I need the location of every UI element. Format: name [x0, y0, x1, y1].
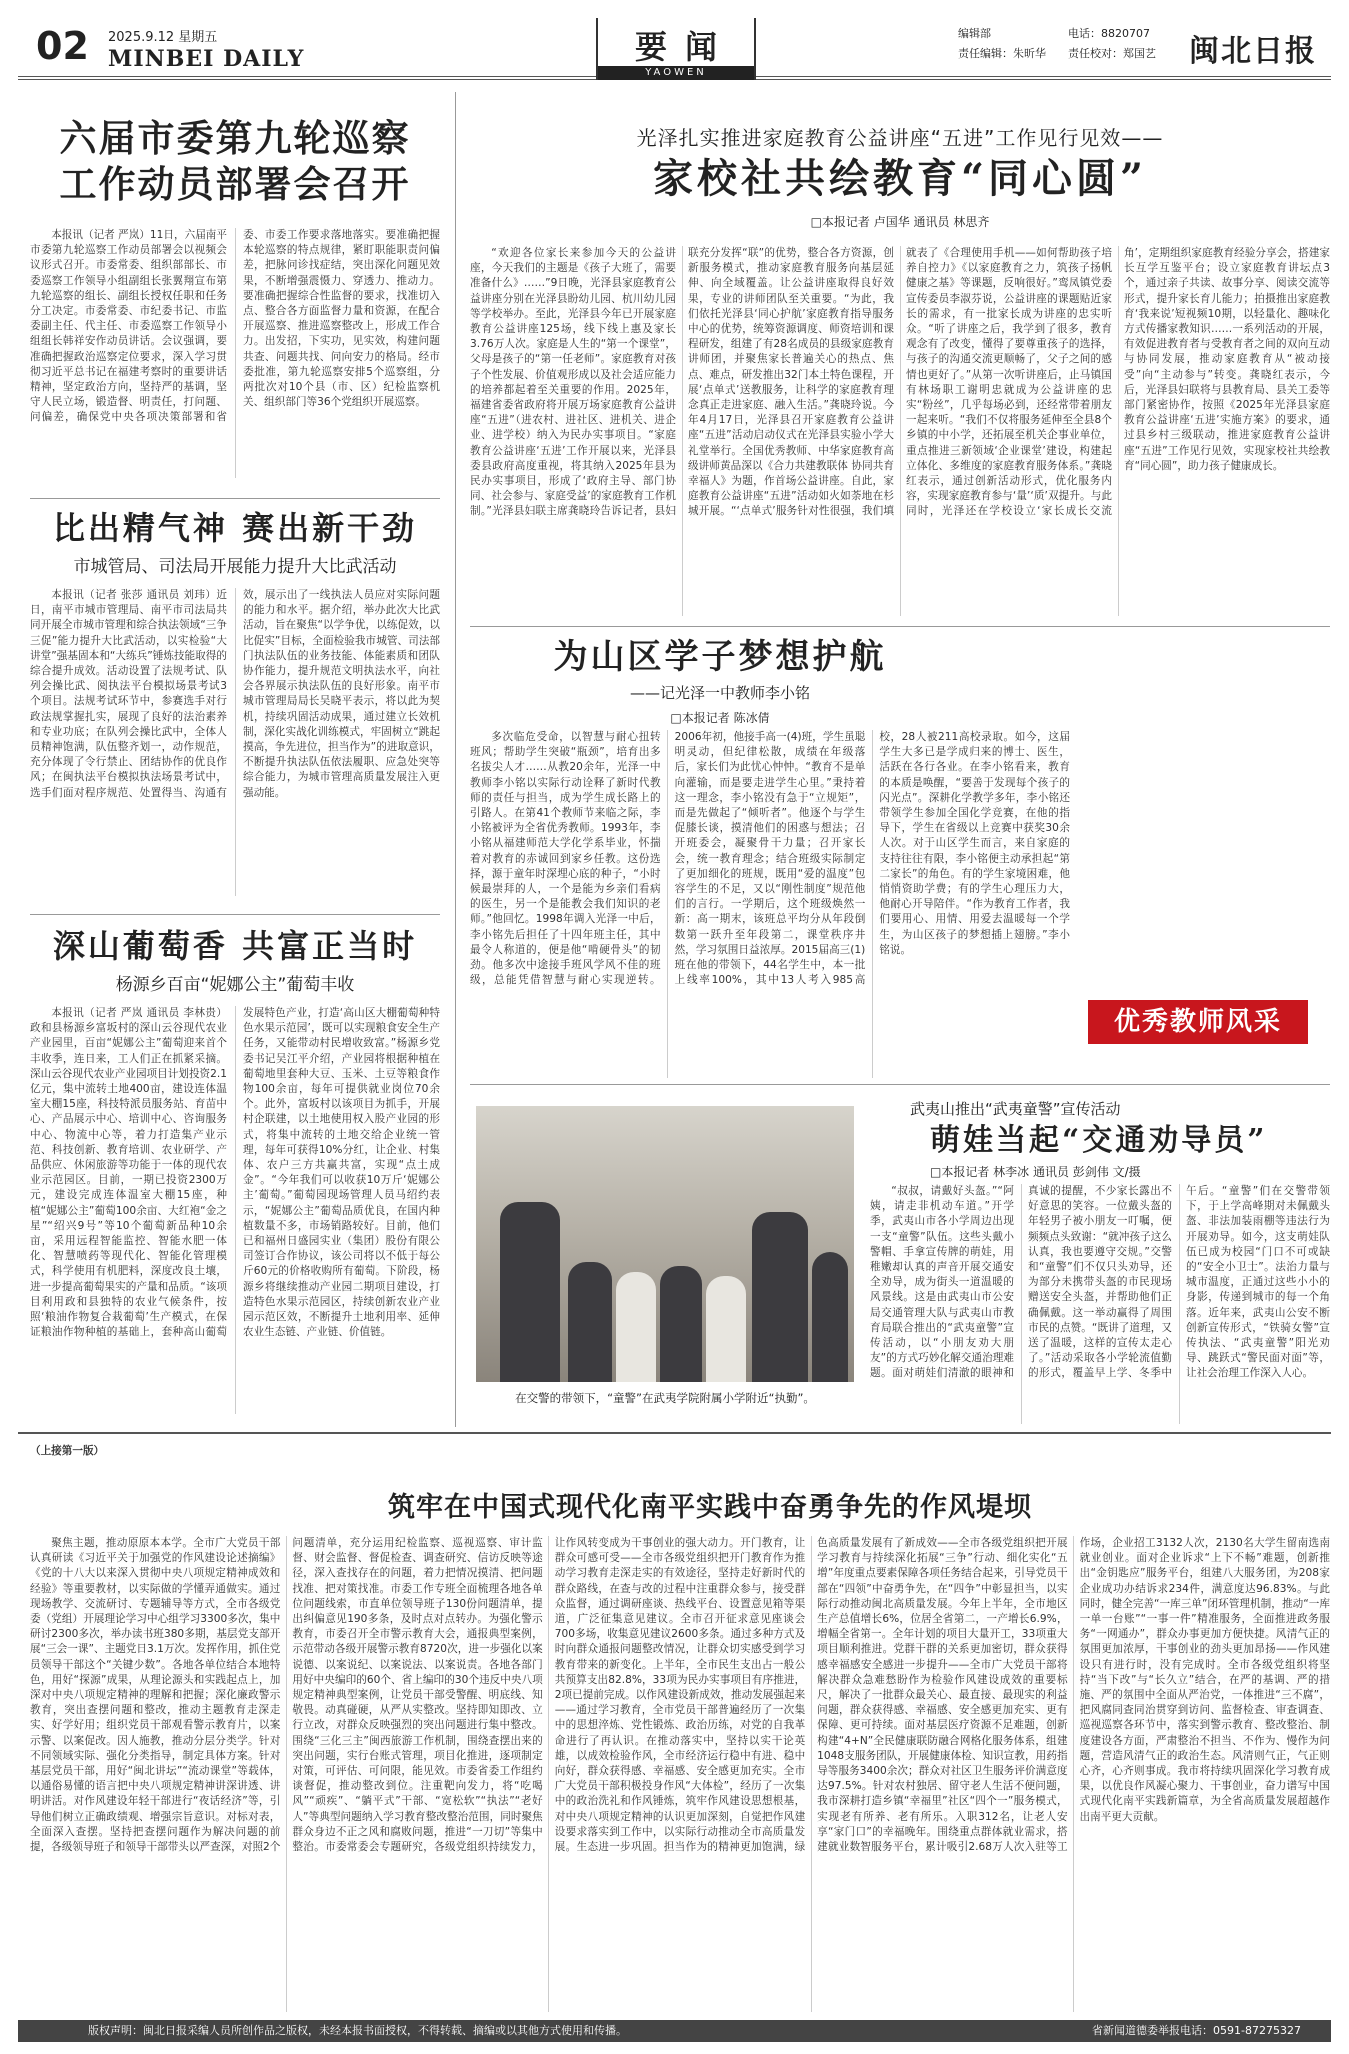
- headline: 筑牢在中国式现代化南平实践中奋勇争先的作风堤坝: [388, 1492, 1032, 1523]
- section-badge: 优秀教师风采: [1088, 1000, 1308, 1044]
- editor-label: 编辑部: [958, 27, 991, 40]
- headline: 六届市委第九轮巡察: [59, 116, 411, 160]
- headline: 工作动员部署会召开: [59, 162, 411, 206]
- article-family-education: [470, 122, 1330, 230]
- column-divider: [455, 92, 456, 1427]
- divider: [470, 626, 1330, 627]
- duty-editor: 责任编辑：朱昕华: [958, 47, 1046, 60]
- divider: [470, 1084, 1330, 1085]
- divider: [30, 914, 440, 915]
- article-body: 本报讯（记者 严岚 通讯员 李林贵）政和县杨源乡富坂村的深山云谷现代农业产业园里，百亩“妮娜公主”葡萄迎来首个丰收季，连日来，工人们正在抓紧采摘。深山云谷现代农业产业园项目计划投资2.1亿元，集中流转土地400亩，建设连体温室大棚15座，科技特派员服务站、育苗中心、产品展示中心、培训中心、咨询服务中心、物流中心等，着力打造集产业示范、科技创新、教育培训、农业研学、产品供应、休闲旅游等功能于一体的现代农业示范园区。目前，一期已投资2300万元，建设完成连体温室大棚15座，种植“妮娜公主”葡萄100余亩、大红袍“金之星”“绍兴9号”等10个葡萄新品种10余亩，采用远程智能监控、智能水肥一体化、智慧喷药等现代化、智能化管理模式，科学使用有机肥料，深度改良土壤，进一步提高葡萄果实的产量和品质。“该项目利用政和县独特的农业气候条件，按照‘粮油作物复合栽葡萄’生产模式，在保证粮油作物种植的基础上，套种高山葡萄发展特色产业，打造‘高山区大棚葡萄种特色水果示范园’，既可以实现粮食安全生产任务，又能带动村民增收致富。”杨源乡党委书记吴江平介绍，产业园将根据种植在葡萄地里套种大豆、玉米、土豆等粮食作物100余亩，每年可提供就业岗位70余个。此外，富坂村以该项目为抓手，开展村企联建，以土地使用权入股产业园的形式，将集中流转的土地交给企业统一管理，每年可获得10%分红，让企业、村集体、农户三方共赢共富，实现“点土成金”。“今年我们可以收获10万斤‘妮娜公主’葡萄。”葡萄园现场管理人员马绍约表示，“妮娜公主”葡萄品质优良，在国内种植数量不多，市场销路较好。目前，他们已和福州日盛园实业（集团）股份有限公司签订合作协议，该公司将以不低于每公斤60元的价格收购所有葡萄。下阶段，杨源乡将继续推动产业园二期项目建设，打造特色水果示范园区，持续创新农业产业园示范区效，不断提升土地利用率、延伸农业生态链、产业链、价值链。: [30, 1007, 440, 1339]
- byline: □本报记者 卢国华 通讯员 林思齐: [810, 215, 990, 229]
- editor-phone: 电话：8820707: [1068, 27, 1150, 40]
- headline: 家校社共绘教育“同心圆”: [652, 155, 1147, 202]
- copyright-notice: 版权声明：闽北日报采编人员所创作品之版权，未经本报书面授权，不得转载、摘编或以其他方式使用和传播。: [88, 2024, 627, 2037]
- subheadline: 杨源乡百亩“妮娜公主”葡萄丰收: [115, 975, 355, 995]
- paper-logo: 闽北日报: [1189, 34, 1317, 69]
- subheadline: ——记光泽一中教师李小铭: [629, 684, 810, 702]
- article-body: “叔叔，请戴好头盔。”“阿姨，请走非机动车道。”开学季，武夷山市各小学周边出现一支“童警”队伍。这些头戴小警帽、手拿宣传牌的萌娃，用稚嫩却认真的声音开展交通安全劝导，成为街头一道温暖的风景线。这是由武夷山市公安局交通管理大队与武夷山市教育局联合推出的“武夷童警”宣传活动，以“小朋友劝大朋友”的方式巧妙化解交通治理难题。面对萌娃们清澈的眼神和真诚的提醒，不少家长露出不好意思的笑容。一位戴头盔的年轻男子被小朋友一叮嘱，便频频点头致谢：“就冲孩子这么认真，我也要遵守交规。”交警和“童警”们不仅只头劝导，还为部分未携带头盔的市民现场赠送安全头盔，并帮助他们正确佩戴。这一举动赢得了周围市民的点赞。“既讲了道理，又送了温暖，这样的宣传太走心了。”活动采取各小学轮流值勤的形式，覆盖早上学、冬季中午后。“童警”们在交警带领下，于上学高峰期对未佩戴头盔、非法加装雨棚等违法行为开展劝导。如今，这支萌娃队伍已成为校园“门口不可或缺的“安全小卫士”。法治力量与城市温度，正通过这些小小的身影，传递到城市的每一个角落。近年来，武夷山公安不断创新宣传形式，“铁骑女警”宣传执法、“武夷童警”阳光劝导、跳跃式“警民面对面”等，让社会治理工作深入人心。: [870, 1185, 1330, 1380]
- subheadline: 市城管局、司法局开展能力提升大比武活动: [73, 557, 397, 577]
- news-photo: [476, 1106, 854, 1382]
- byline: □本报记者 陈冰倩: [670, 711, 770, 725]
- section-name-en: YAOWEN: [598, 66, 754, 80]
- section-label: [596, 18, 756, 80]
- staff-info: [958, 24, 1188, 64]
- footer: [18, 2020, 1331, 2042]
- kicker: 武夷山推出“武夷童警”宣传活动: [910, 1100, 1121, 1118]
- divider: [18, 1432, 1331, 1434]
- article-inspection: [30, 115, 440, 207]
- article-teacher: [470, 634, 970, 726]
- kicker: 光泽扎实推进家庭教育公益讲座“五进”工作见行见效——: [636, 126, 1164, 150]
- divider: [30, 498, 440, 499]
- article-grape: [30, 926, 440, 995]
- headline: 萌娃当起“交通劝导员”: [930, 1123, 1268, 1158]
- section-name-cn: 要闻: [634, 28, 735, 66]
- page-number: 02: [36, 24, 89, 68]
- photo-caption: 在交警的带领下，“童警”在武夷学院附属小学附近“执勤”。: [515, 1391, 815, 1405]
- article-work-style: [250, 1488, 1170, 1528]
- article-body: 聚焦主题，推动原原本本学。全市广大党员干部认真研读《习近平关于加强党的作风建设论述摘编》《党的十八大以来深入贯彻中央八项规定精神成效和经验》等重要教材，以实际做的学懂弄通做实。通过现场教学、交流研讨、专题辅导等方式，全市各级党委（党组）开展理论学习中心组学习3300多次，集中研讨2300多次，举办读书班380多期，基层党支部开展“三会一课”、主题党日3.1万次。发挥作用，抓住党员领导干部这个“关键少数”。各地各单位结合本地特色，用好“探源”成果，从理论源头和实践起点上，加深对中央八项规定精神的理解和把握；深化廉政警示教育，突出查摆问题和整改，推动主题教育走深走实、好学好用；组织党员干部观看警示教育片，以案示警、以案促改。因人施教，推动分层分类学。针对不同领域实际、强化分类指导，制定具体方案。针对基层党员干部，用好“闽北讲坛”“流动课堂”等载体，以通俗易懂的语言把中央八项规定精神讲深讲透、讲明讲活。对作风建设年轻干部进行“夜话经济”等，引导他们树立正确政绩观、增强宗旨意识。对标对表，全面深入查摆。坚持把查摆问题作为解决问题的前提，各级领导班子和领导干部带头以严查深，对照2个问题清单，充分运用纪检监察、巡视巡察、审计监督、财会监督、督促检查、调查研究、信访反映等途径，深入查找存在的问题，着力把情况摸清、把问题找准、把对策找准。市委工作专班全面梳理各地各单位问题线索，市直单位领导班子130份问题清单，提出纠偏意见190多条，及时点对点转办。为强化警示教育，市委召开全市警示教育大会，通报典型案例，示范带动各级开展警示教育8720次，进一步强化以案说德、以案说纪、以案说法、以案说责。各地各部门用好中央编印的60个、省上编印的30个违反中央八项规定精神典型案例，让党员干部受警醒、明底线、知敬畏。动真碰硬，从严从实整改。坚持即知即改、立行立改，对群众反映强烈的突出问题进行集中整改。围绕“三化三主”闽西旅游工作机制，围绕查摆出来的突出问题，实行台账式管理，项目化推进，逐项制定对策，可评估、可问限，能见效。市委省委工作组约谈督促，推动整改到位。注重靶向发力，将“吃喝风”“顽疾”、“躺平式”干部、“宽松软”“执法”“老好人”等典型问题纳入学习教育整改整治范围，同时聚焦群众身边不正之风和腐败问题，推进“一刀切”等集中整治。市委常委会专题研究，各级党组织持续发力，让作风转变成为干事创业的强大动力。开门教育，让群众可感可受——全市各级党组织把开门教育作为推动学习教育走深走实的有效途径，坚持走好新时代的群众路线，在查与改的过程中注重群众参与，接受群众监督，通过调研座谈、热线平台、设置意见箱等渠道，广泛征集意见建议。全市召开征求意见座谈会700多场，收集意见建议2600多条。通过多种方式及时向群众通报问题整改情况，让群众切实感受到学习教育带来的新变化。上半年，全市民生支出占一般公共预算支出82.8%，33项为民办实事项目有序推进，2项已提前完成。以作风建设新成效，推动发展强起来——通过学习教育，全市党员干部普遍经历了一次集中的思想淬炼、党性锻炼、政治历练，对党的自我革命进行了再认识。在推动落实中，坚持以实干论英雄，以成效检验作风，全市经济运行稳中有进、稳中向好，群众获得感、幸福感、安全感更加充实。全市广大党员干部积极投身作风“大体检”，经历了一次集中的政治洗礼和作风锤炼，筑牢作风建设思想根基，对中央八项规定精神的认识更加深刻，自觉把作风建设要求落实到工作中，以实际行动推动全市高质量发展。生态进一步巩固。担当作为的精神更加饱满，绿色高质量发展有了新成效——全市各级党组织把开展学习教育与持续深化拓展“三争”行动、细化实化“五增”年度重点要素保障各项任务结合起来，引导党员干部在“四领”中奋勇争先，在“四争”中彰显担当，以实际行动推动闽北高质量发展。今年上半年，全市地区生产总值增长6%，位居全省第二，一产增长6.9%，增幅全省第一。全年计划的项目大量开工，33项重大项目顺利推进。党群干群的关系更加密切，群众获得感幸福感安全感进一步提升——全市广大党员干部将解决群众急难愁盼作为检验作风建设成效的重要标尺，解决了一批群众最关心、最直接、最现实的利益问题，群众获得感、幸福感、安全感更加充实、更有保障、更可持续。面对基层医疗资源不足难题，创新构建“4+N”全民健康联防融合网格化服务体系，组建1048支服务团队，开展健康体检、知识宣教，用药指导等服务3400余次；群众对社区卫生服务评价满意度达97.5%。针对农村独居、留守老人生活不便问题，我市深耕打造乡镇“幸福里”社区“四个一”服务模式，实现老有所养、老有所乐。入职312名，让老人安享“家门口”的幸福晚年。围绕重点群体就业需求，搭建就业数智服务平台，累计吸引2.68万人次入驻等工作场，企业招工3132人次，2130名大学生留南选南就业创业。面对企业诉求“上下不畅”难题，创新推出“金钥匙应”服务平台，组建八大服务团，为208家企业成功办结诉求234件，满意度达96.83%。与此同时，健全完善“一库三单”闭环管理机制，推动“一库一单一台账”“一事一件”精准服务，全面推进政务服务“一网通办”，群众办事更加方便快捷。风清气正的氛围更加浓厚，干事创业的劲头更加昂扬——作风建设只有进行时，没有完成时。全市各级党组织将坚持“当下改”与“长久立”结合，在严的基调、严的措施、严的氛围中全面从严治党，一体推进“三不腐”，把风腐同查同治贯穿到访问、监督检查、审查调查、巡视巡察各环节中，落实到警示教育、整改整治、制度建设各方面，严肃整治不担当、不作为、慢作为问题，营造风清气正的政治生态。风清则气正，气正则心齐，心齐则事成。我市将持续巩固深化学习教育成果，以优良作风凝心聚力、干事创业，奋力谱写中国式现代化南平实践新篇章，为全省高质量发展超越作出南平更大贡献。: [30, 1537, 1330, 1854]
- article-child-police: [870, 1098, 1330, 1180]
- continued-label: （上接第一版）: [30, 1445, 105, 1457]
- paper-name-en: MINBEI DAILY: [108, 46, 305, 72]
- byline: □本报记者 林李冰 通讯员 彭剑伟 文/摄: [930, 1165, 1141, 1179]
- headline: 为山区学子梦想护航: [553, 637, 887, 677]
- article-body-continued: [1086, 640, 1330, 990]
- masthead: [18, 18, 1331, 80]
- report-hotline: 省新闻道德委举报电话：0591-87275327: [1092, 2024, 1301, 2037]
- issue-date: 2025.9.12 星期五: [108, 30, 218, 45]
- headline: 比出精气神 赛出新干劲: [52, 509, 418, 547]
- article-competition: [30, 508, 440, 577]
- duty-proofreader: 责任校对：郑国艺: [1068, 47, 1156, 60]
- article-body: “欢迎各位家长来参加今天的公益讲座，今天我们的主题是《孩子大班了，需要准备什么》……”9日晚，光泽县家庭教育公益讲座分别在光泽县盼幼儿园、杭川幼儿园等学校举办。至此，光泽县今年已开展家庭教育公益讲座125场，线下线上惠及家长3.76万人次。家庭是人生的“第一个课堂”，父母是孩子的“第一任老师”。家庭教育对孩子个性发展、价值观形成以及社会适应能力的培养都起着至关重要的作用。2025年，福建省委省政府将开展万场家庭教育公益讲座“五进”（进农村、进社区、进机关、进企业、进学校）纳入为民办实事项目。“家庭教育公益讲座‘五进’工作开展以来，光泽县委县政府高度重视，将其纳入2025年县为民办实事项目，形成了‘政府主导、部门协同、社会参与、家庭受益’的家庭教育工作机制。”光泽县妇联主席龚晓玲告诉记者，县妇联充分发挥“联”的优势，整合各方资源，创新服务模式，推动家庭教育服务向基层延伸、向全域覆盖。让公益讲座取得良好效果，专业的讲师团队至关重要。“为此，我们依托光泽县‘同心护航’家庭教育指导服务中心的优势，统筹资源调度、师资培训和课程研发，组建了有28名成员的县级家庭教育讲师团，并聚焦家长普遍关心的热点、焦点、难点，研发推出32门本土特色课程，开展‘点单式’送教服务，让科学的家庭教育理念真正走进家庭、融入生活。”龚晓玲说。今年4月17日，光泽县召开家庭教育公益讲座“五进”活动启动仪式在光泽县实验小学大礼堂举行。全国优秀教师、中华家庭教育高级讲师黄品深以《合力共建教联体 协同共育幸福人》为题，作首场公益讲座。自此，家庭教育公益讲座“五进”活动如火如荼地在杉城开展。“‘点单式’服务针对性很强，我们填就表了《合理使用手机——如何帮助孩子培养自控力》《以家庭教育之力，筑孩子扬帆健康之基》等课题，反响很好。”鸾凤镇党委宣传委员李淑芬说，公益讲座的课题贴近家长的需求，有一批家长成为讲座的忠实听众。“听了讲座之后，我学到了很多，教育观念有了改变，懂得了要尊重孩子的选择，与孩子的沟通交流更顺畅了，父子之间的感情也更好了。”从第一次听讲座后，止马镇国有林场职工谢明忠就成为公益讲座的忠实“粉丝”，几乎每场必到，还经常带着朋友一起来听。“我们不仅将服务延伸至全县8个乡镇的中小学，还拓展至机关企事业单位，重点推进三新领域‘企业课堂’建设，构建起立体化、多维度的家庭教育服务体系。”龚晓红表示，通过创新活动形式，优化服务内容，实现家庭教育参与‘量’‘质’双提升。与此同时，光泽还在学校设立‘家长成长交流角’，定期组织家庭教育经验分享会，搭建家长互学互鉴平台；设立家庭教育讲坛点3个，通过亲子共读、故事分享、阅读交流等形式，提升家长育儿能力；拍摄推出家庭教育‘我来说’短视频10期，以轻量化、趣味化方式传播家教知识……一系列活动的开展，有效促进教育者与受教育者之间的双向互动与协同发展，推动家庭教育从“被动接受”向“主动参与”转变。龚晓红表示，今后，光泽县妇联将与县教育局、县关工委等部门紧密协作，按照《2025年光泽县家庭教育公益讲座‘五进’实施方案》的要求，通过县乡村三级联动，推进家庭教育公益讲座“五进”工作见行见效，实现家校社共绘教育“同心圆”，助力孩子健康成长。: [470, 247, 1330, 518]
- article-body: 多次临危受命，以智慧与耐心扭转班风；帮助学生突破“瓶颈”，培育出多名拔尖人才……从教20余年，光泽一中教师李小铭以实际行动诠释了新时代教师的责任与担当，成为学生成长路上的引路人。在第41个教师节来临之际，李小铭被评为全省优秀教师。1993年，李小铭从福建师范大学化学系毕业，怀揣着对教育的赤诚回到家乡任教。这份选择，源于童年时深埋心底的种子，“小时候最崇拜的人，一个是能为乡亲们看病的医生，另一个是能教会我们知识的老师。”他回忆。1998年调入光泽一中后，李小铭先后担任了十四年班主任，其中最令人称道的，便是他“啃硬骨头”的韧劲。他多次中途接手班风学风不佳的班级，总能凭借智慧与耐心实现逆转。2006年初，他接手高一(4)班，学生虽聪明灵动，但纪律松散，成绩在年级落后，家长们为此忧心忡忡。“教育不是单向灌输，而是要走进学生心里。”秉持着这一理念，李小铭没有急于“立规矩”，而是先做起了“倾听者”。他逐个与学生促膝长谈，摸清他们的困惑与想法；召开班委会，凝聚骨干力量；召开家长会，统一教育理念；结合班级实际制定了更加细化的班规，既用“爱的温度”包容学生的不足，又以“刚性制度”规范他们的言行。一学期后，这个班级焕然一新：高一期末，该班总平均分从年段倒数第一跃升至年段第二，课堂秩序井然，学习氛围日益浓厚。2015届高三(1)班在他的带领下，44名学生中，本一批上线率100%，其中13人考入985高校，28人被211高校录取。如今，这届学生大多已是学成归来的博士、医生，活跃在各行各业。在李小铭看来，教育的本质是唤醒，“要善于发现每个孩子的闪光点”。深耕化学教学多年，李小铭还带领学生参加全国化学竞赛，在他的指导下，学生在省级以上竞赛中获奖30余人次。对于山区学生而言，来自家庭的支持往往有限，李小铭便主动承担起“第二家长”的角色。有的学生家境困难，他悄悄资助学费；有的学生心理压力大，他耐心开导陪伴。“作为教育工作者，我们要用心、用情、用爱去温暖每一个学生，为山区孩子的梦想插上翅膀。”李小铭说。: [470, 731, 1070, 987]
- article-body: 本报讯（记者 严岚）11日，六届南平市委第九轮巡察工作动员部署会以视频会议形式召开。市委常委、组织部部长、市委巡察工作领导小组副组长张翼翔宣布第九轮巡察的组长、副组长授权任职和任务分工决定。市委常委、市纪委书记、市监委副主任、代主任、市委巡察工作领导小组组长韩祥安作动员讲话。会议强调，要准确把握政治巡察定位要求，深入学习贯彻习近平总书记在福建考察时的重要讲话精神，坚定政治方向，坚持严的基调，坚守人民立场，锻造督、明责任，打问题、问偏差，确保党中央各项决策部署和省委、市委工作要求落地落实。要准确把握本轮巡察的特点规律，紧盯职能职责问偏差，把脉问诊找症结，突出深化问题见效果，不断增强震慑力、穿透力、推动力。要准确把握综合性监督的要求，找准切入点、整合各方面监督力量和资源，在配合开展巡察、推进巡察整改上，形成工作合力。出发招，下实功，见实效，构建问题共查、问题共找、问向安力的格局。经市委批准，第九轮巡察安排5个巡察组，分两批次对10个县（市、区）纪检监察机关、组织部门等36个党组织开展巡察。: [30, 229, 440, 424]
- headline: 深山葡萄香 共富正当时: [52, 927, 418, 965]
- article-body: 本报讯（记者 张莎 通讯员 刘玮）近日，南平市城市管理局、南平市司法局共同开展全市城市管理和综合执法领域“三争三促”能力提升大比武活动，以实检验“大讲堂”强基固本和“大练兵”锤炼技能取得的综合提升成效。活动设置了法规考试、队列会操比武、阅执法平台模拟场景考试3个项目。法规考试环节中，参赛选手对行政法规掌握扎实，展现了良好的法治素养和专业功底；在队列会操比武中，全体人员精神饱满，队伍整齐划一，动作规范，充分体现了令行禁止、团结协作的优良作风；在闽执法平台模拟执法场景考试中，选手们面对程序规范、处置得当、沟通有效，展示出了一线执法人员应对实际问题的能力和水平。据介绍，举办此次大比武活动，旨在聚焦“以学争优，以练促效，以比促实”目标，全面检验我市城管、司法部门执法队伍的业务技能、体能素质和团队协作能力，提升规范文明执法水平，向社会各界展示执法队伍的良好形象。南平市城市管理局局长吴晓平表示，将以此为契机，持续巩固活动成果，通过建立长效机制，深化实战化训练模式，牢固树立“跳起摸高，争先进位，担当作为”的进取意识，不断提升执法队伍依法履职、应急处突等综合能力，为城市管理高质量发展注入更强动能。: [30, 589, 440, 799]
